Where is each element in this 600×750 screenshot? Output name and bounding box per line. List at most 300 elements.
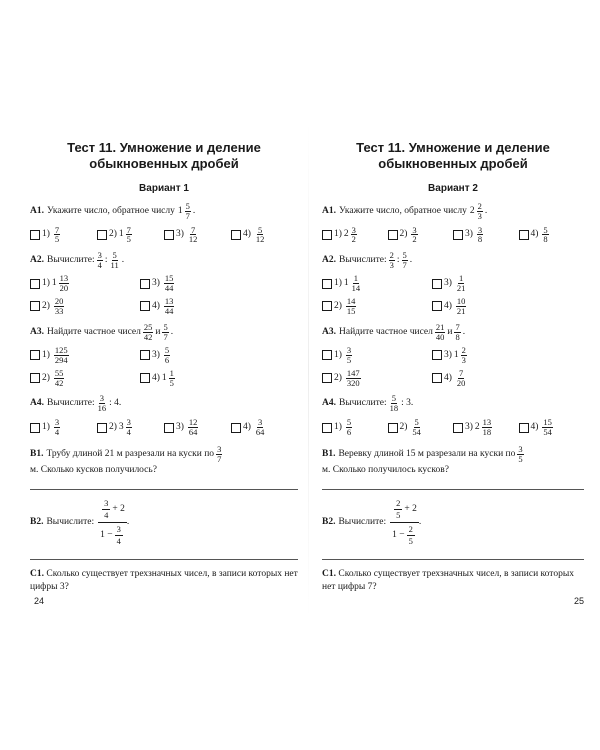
numerator: 1 [353,273,359,284]
checkbox[interactable] [231,423,241,433]
test-title [322,140,584,171]
option-fraction [54,369,65,388]
numerator: 13 [164,296,174,307]
denominator: 18 [389,403,399,414]
fraction [407,524,415,547]
checkbox[interactable] [30,373,40,383]
numerator: 2 [477,200,482,211]
fraction [110,251,120,270]
answer-option[interactable] [140,297,250,316]
checkbox[interactable] [388,230,398,240]
whole-part: 2 [469,205,475,216]
answer-options [30,274,250,316]
expression-rest: : 4. [109,398,122,409]
answer-option[interactable] [231,226,298,245]
numerator: 5 [543,224,548,235]
question-text: Вычислите: [47,255,95,266]
numerator: 3 [97,250,102,261]
option-number: 4) [444,372,452,383]
answer-option[interactable] [30,418,97,437]
checkbox[interactable] [30,230,40,240]
question-text: Вычислите: [339,255,387,266]
denominator: 7 [217,454,222,465]
whole-part: 1 [51,278,57,289]
punctuation: . [170,326,174,337]
answer-option[interactable] [322,297,432,316]
punctuation: . [121,255,125,266]
denominator: 294 [54,354,68,365]
variant-label: Вариант 1 [139,183,189,195]
expression-lead: 1 − [100,529,113,540]
option-number: 3) [444,349,452,360]
numerator: 147 [346,367,360,378]
answer-option[interactable] [432,346,542,365]
answer-option[interactable] [432,274,542,293]
option-fraction [351,226,357,245]
punctuation: . [462,326,466,337]
question-label: А4. [322,398,336,409]
question-b1 [30,445,298,477]
denominator: 33 [54,305,64,316]
numerator: 2 [389,250,394,261]
question-text: Трубу длиной 21 м разрезали на куски по [46,449,215,460]
denominator: 6 [346,427,352,438]
question-text: Укажите число, обратное числу [339,205,467,216]
question-a1 [30,202,298,221]
answer-option[interactable] [30,297,140,316]
answer-line[interactable] [30,559,298,560]
option-fraction [477,226,483,245]
denominator: 44 [164,305,174,316]
answer-option[interactable] [140,346,250,365]
option-number: 4) [444,301,452,312]
denominator: 12 [188,234,198,245]
question-label: С1. [322,569,336,580]
checkbox[interactable] [432,373,442,383]
option-fraction [542,226,548,245]
numerator: 2 [461,344,466,355]
option-fraction [346,297,357,316]
question-text: Вычислите: [339,398,387,409]
question-text: Вычислите: [47,398,95,409]
denominator: 20 [456,377,466,388]
question-text: Вычислите: [338,516,387,527]
option-number: 1) [42,349,50,360]
checkbox[interactable] [30,279,40,289]
answer-line[interactable] [30,489,298,490]
denominator: 4 [54,427,60,438]
expression-lead: 1 − [392,529,405,540]
denominator: 5 [518,454,523,465]
complex-fraction [98,497,130,548]
option-fraction [164,297,175,316]
numerator: 7 [126,224,131,235]
option-number: 1) [334,422,342,433]
option-number: 3) [444,278,452,289]
whole-part: 3 [118,422,124,433]
numerator: 5 [391,393,397,404]
option-fraction [456,369,467,388]
numerator: 25 [143,321,153,332]
denominator: 3 [461,354,466,365]
denominator: 2 [412,234,417,245]
checkbox[interactable] [453,230,463,240]
book-gutter [308,120,309,620]
numerator: 14 [346,296,356,307]
question-b2 [322,497,584,548]
option-fraction [351,274,362,293]
option-number: 4) [530,422,539,433]
checkbox[interactable] [97,230,107,240]
variant-label: Вариант 2 [428,183,478,195]
numerator: 10 [456,296,466,307]
punctuation: . [192,205,196,216]
question-label: А3. [30,326,44,337]
checkbox[interactable] [432,350,442,360]
checkbox[interactable] [30,423,40,433]
option-number: 2) [42,372,50,383]
denominator: 8 [477,234,483,245]
answer-options [30,418,298,437]
option-fraction [188,226,199,245]
fraction [162,323,168,342]
numerator: 5 [112,250,117,261]
option-number: 1) [334,229,342,240]
numerator: 5 [414,417,419,428]
answer-option[interactable] [322,226,388,245]
denominator: 21 [456,305,466,316]
question-a3 [322,323,584,342]
complex-numerator [390,497,419,523]
checkbox[interactable] [453,423,463,433]
checkbox[interactable] [140,373,150,383]
answer-option[interactable] [164,418,231,437]
option-fraction [54,418,60,437]
question-c1 [30,568,298,594]
question-text-cont: м. Сколько кусков получилось? [30,464,157,475]
punctuation: . [418,516,422,527]
option-fraction [54,297,65,316]
answer-option[interactable] [140,274,250,293]
numerator: 3 [116,523,121,534]
page-25 [322,140,584,610]
answer-option[interactable] [322,369,432,388]
question-label: В2. [30,516,44,527]
denominator: 8 [455,331,460,342]
answer-option[interactable] [30,226,97,245]
question-label: А1. [30,205,44,216]
mixed-number [177,200,196,221]
checkbox[interactable] [519,230,529,240]
denominator: 320 [346,377,360,388]
option-fraction [411,226,417,245]
checkbox[interactable] [519,423,529,433]
denominator: 64 [188,427,198,438]
denominator: 2 [351,234,356,245]
checkbox[interactable] [322,373,332,383]
answer-option[interactable] [388,418,454,437]
option-fraction [255,418,266,437]
checkbox[interactable] [432,279,442,289]
option-fraction [164,346,170,365]
numerator: 15 [164,273,174,284]
denominator: 21 [456,283,466,294]
option-fraction [346,418,352,437]
numerator: 5 [258,224,263,235]
answer-option[interactable] [322,418,388,437]
option-fraction [482,418,493,437]
question-text: Веревку длиной 15 м разрезали на куски по [338,449,516,460]
checkbox[interactable] [231,230,241,240]
question-label: А2. [322,255,336,266]
answer-option[interactable] [453,226,519,245]
option-fraction [126,418,132,437]
numerator: 5 [185,200,190,211]
answer-option[interactable] [231,418,298,437]
fraction [115,524,123,547]
answer-option[interactable] [30,346,140,365]
question-text: Укажите число, обратное числу [47,205,175,216]
whole-part: 1 [343,278,349,289]
numerator: 3 [99,393,105,404]
numerator: 5 [163,321,168,332]
option-fraction [456,274,467,293]
whole-part: 2 [343,229,349,240]
option-fraction [188,418,199,437]
denominator: 4 [126,427,131,438]
checkbox[interactable] [322,279,332,289]
option-number: 2) [399,422,408,433]
test-title [30,140,298,171]
question-text: Сколько существует трехзначных чисел, в записи которых нет цифры 3? [30,569,298,593]
question-label: С1. [30,569,44,580]
option-number: 2) [109,422,117,433]
denominator: 4 [116,535,121,546]
expression-rest: : 3. [401,398,414,409]
numerator: 7 [459,367,464,378]
denominator: 44 [164,283,174,294]
answer-option[interactable] [322,274,432,293]
denominator: 14 [351,283,361,294]
denominator: 54 [412,427,421,438]
question-b2 [30,497,298,548]
answer-option[interactable] [97,226,164,245]
answer-option[interactable] [30,369,140,388]
numerator: 3 [412,224,417,235]
numerator: 13 [59,273,69,284]
denominator: 54 [543,427,552,438]
question-text: Найдите частное чисел [339,326,433,337]
option-number: 3) [176,422,184,433]
checkbox[interactable] [140,301,150,311]
fraction [185,202,191,221]
numerator: 1 [169,367,174,378]
question-label: А3. [322,326,336,337]
denominator: 20 [59,283,69,294]
option-number: 1) [334,278,342,289]
option-number: 3) [176,229,184,240]
numerator: 15 [543,417,552,428]
option-fraction [54,346,69,365]
checkbox[interactable] [97,423,107,433]
question-label: А2. [30,255,44,266]
denominator: 40 [435,331,445,342]
whole-part: 1 [177,205,183,216]
title-line-1: Тест 11. Умножение и деление [356,140,550,155]
checkbox[interactable] [30,301,40,311]
question-a3 [30,323,298,342]
checkbox[interactable] [322,230,332,240]
option-number: 4) [152,301,160,312]
denominator: 3 [389,260,394,271]
numerator: 3 [477,224,483,235]
title-line-2: обыкновенных дробей [89,155,239,171]
option-fraction [54,226,60,245]
page-number: 25 [573,596,584,606]
whole-part: 1 [161,372,167,383]
question-a4 [322,394,584,413]
complex-numerator [98,497,127,523]
whole-part: 1 [453,349,459,360]
checkbox[interactable] [140,350,150,360]
answer-options [30,226,298,245]
option-fraction [461,346,467,365]
punctuation: . [484,205,488,216]
denominator: 3 [477,210,482,221]
denominator: 5 [396,509,401,520]
denominator: 4 [97,260,102,271]
answer-option[interactable] [164,226,231,245]
checkbox[interactable] [432,301,442,311]
option-number: 1) [334,349,342,360]
option-number: 1) [42,278,50,289]
option-number: 2) [334,372,342,383]
question-text: Сколько существует трехзначных чисел, в записи которых нет цифры 7? [322,569,574,593]
option-number: 2) [399,229,408,240]
answer-option[interactable] [322,346,432,365]
option-number: 3) [152,278,160,289]
answer-option[interactable] [30,274,140,293]
option-number: 4) [243,422,251,433]
page-24 [30,140,298,610]
complex-denominator [390,523,419,548]
question-label: В2. [322,516,336,527]
denominator: 7 [163,331,168,342]
complex-fraction [390,497,422,548]
numerator: 3 [104,497,109,508]
numerator: 2 [408,523,413,534]
fraction [216,445,222,464]
option-fraction [456,297,467,316]
denominator: 8 [543,234,548,245]
conjunction: и [447,326,453,337]
title-line-1: Тест 11. Умножение и деление [67,140,261,155]
fraction [477,202,483,221]
numerator: 21 [435,321,445,332]
checkbox[interactable] [140,279,150,289]
question-a2 [322,251,584,270]
whole-part: 2 [474,422,480,433]
denominator: 7 [185,210,190,221]
numerator: 125 [54,344,68,355]
fraction [517,445,523,464]
answer-option[interactable] [97,418,164,437]
question-a4 [30,394,298,413]
denominator: 15 [346,305,356,316]
fraction [389,394,400,413]
answer-option[interactable] [519,418,585,437]
option-number: 3) [152,349,160,360]
checkbox[interactable] [30,350,40,360]
option-number: 2) [109,229,117,240]
fraction [402,251,408,270]
option-fraction [255,226,266,245]
option-fraction [411,418,422,437]
option-fraction [346,346,352,365]
option-number: 4) [530,229,539,240]
answer-option[interactable] [519,226,585,245]
numerator: 20 [54,296,64,307]
numerator: 12 [188,417,198,428]
numerator: 3 [54,417,60,428]
expression-rest: + 2 [112,503,125,514]
option-number: 2) [334,301,342,312]
denominator: 7 [402,260,407,271]
numerator: 5 [164,344,170,355]
question-a2 [30,251,298,270]
mixed-number [469,200,488,221]
answer-option[interactable] [432,297,542,316]
question-c1 [322,568,584,594]
expression-rest: + 2 [404,503,417,514]
fraction [394,498,402,521]
option-number: 1) [42,229,50,240]
denominator: 6 [164,354,170,365]
checkbox[interactable] [322,423,332,433]
conjunction: и [155,326,161,337]
fraction [97,251,103,270]
option-number: 3) [465,422,473,433]
option-number: 3) [465,229,473,240]
whole-part: 1 [118,229,124,240]
option-number: 1) [42,422,50,433]
checkbox[interactable] [322,350,332,360]
checkbox[interactable] [164,230,174,240]
numerator: 3 [126,417,131,428]
answer-option[interactable] [140,369,250,388]
fraction [97,394,108,413]
answer-line[interactable] [322,489,584,490]
option-fraction [59,274,70,293]
question-a1 [322,202,584,221]
answer-options [322,226,584,245]
checkbox[interactable] [164,423,174,433]
denominator: 18 [482,427,492,438]
answer-option[interactable] [432,369,542,388]
answer-option[interactable] [388,226,454,245]
numerator: 3 [346,344,352,355]
numerator: 3 [351,224,356,235]
question-text-cont: м. Сколько получилось кусков? [322,464,449,475]
question-label: А1. [322,205,336,216]
checkbox[interactable] [322,301,332,311]
numerator: 5 [402,250,407,261]
checkbox[interactable] [388,423,398,433]
answer-line[interactable] [322,559,584,560]
answer-options [322,346,542,388]
answer-option[interactable] [453,418,519,437]
numerator: 7 [191,224,196,235]
